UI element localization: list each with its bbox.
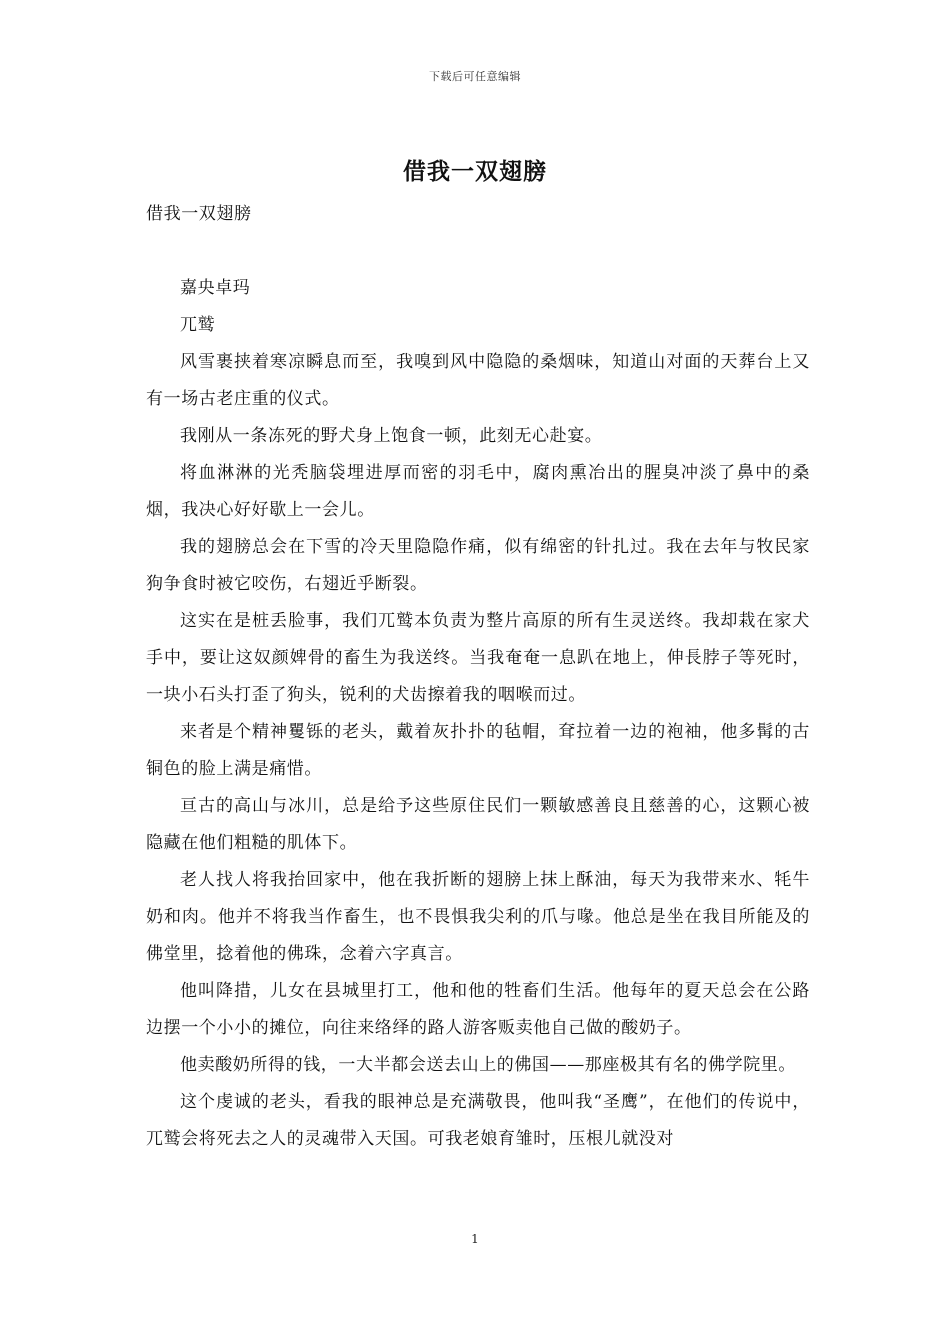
paragraph-11: 这个虔诚的老头，看我的眼神总是充满敬畏，他叫我“圣鹰”，在他们的传说中，兀鹫会将死去之人的灵魂带入天国。可我老娘育雏时，压根儿就没对 — [146, 1092, 810, 1149]
paragraph-4: 我的翅膀总会在下雪的冷天里隐隐作痛，似有绵密的针扎过。我在去年与牧民家狗争食时被它咬伤，右翅近乎断裂。 — [146, 537, 810, 594]
blank-line — [146, 233, 810, 270]
paragraph-9: 他叫降措，儿女在县城里打工，他和他的牲畜们生活。他每年的夏天总会在公路边摆一个小小的摊位，向往来络绎的路人游客贩卖他自己做的酸奶子。 — [146, 981, 810, 1038]
paragraph-3: 将血淋淋的光秃脑袋埋进厚而密的羽毛中，腐肉熏冶出的腥臭冲淡了鼻中的桑烟，我决心好好歇上一会儿。 — [146, 463, 810, 520]
paragraph-2: 我刚从一条冻死的野犬身上饱食一顿，此刻无心赴宴。 — [180, 426, 603, 446]
document-body — [146, 196, 810, 1158]
author-line: 嘉央卓玛 — [180, 278, 251, 298]
document-subtitle: 借我一双翅膀 — [146, 204, 252, 224]
paragraph-7: 亘古的高山与冰川，总是给予这些原住民们一颗敏感善良且慈善的心，这颗心被隐藏在他们粗糙的肌体下。 — [146, 796, 810, 853]
page-header-note: 下载后可任意编辑 — [429, 70, 521, 83]
paragraph-6: 来者是个精神矍铄的老头，戴着灰扑扑的毡帽，耷拉着一边的袍袖，他多髯的古铜色的脸上满是痛惜。 — [146, 722, 810, 779]
section-heading: 兀鹫 — [180, 315, 216, 335]
page-number: 1 — [471, 1232, 479, 1246]
paragraph-1: 风雪裹挟着寒凉瞬息而至，我嗅到风中隐隐的桑烟味，知道山对面的天葬台上又有一场古老庄重的仪式。 — [146, 352, 810, 409]
document-title: 借我一双翅膀 — [403, 158, 547, 185]
paragraph-8: 老人找人将我抬回家中，他在我折断的翅膀上抹上酥油，每天为我带来水、牦牛奶和肉。他并不将我当作畜生，也不畏惧我尖利的爪与喙。他总是坐在我目所能及的佛堂里，捻着他的佛珠，念着六字真言。 — [146, 870, 810, 964]
paragraph-10: 他卖酸奶所得的钱，一大半都会送去山上的佛国——那座极其有名的佛学院里。 — [180, 1055, 796, 1075]
paragraph-5: 这实在是桩丢脸事，我们兀鹫本负责为整片高原的所有生灵送终。我却栽在家犬手中，要让这奴颜婢骨的畜生为我送终。当我奄奄一息趴在地上，伸長脖子等死时，一块小石头打歪了狗头，锐利的犬齿擦着我的咽喉而过。 — [146, 611, 810, 705]
